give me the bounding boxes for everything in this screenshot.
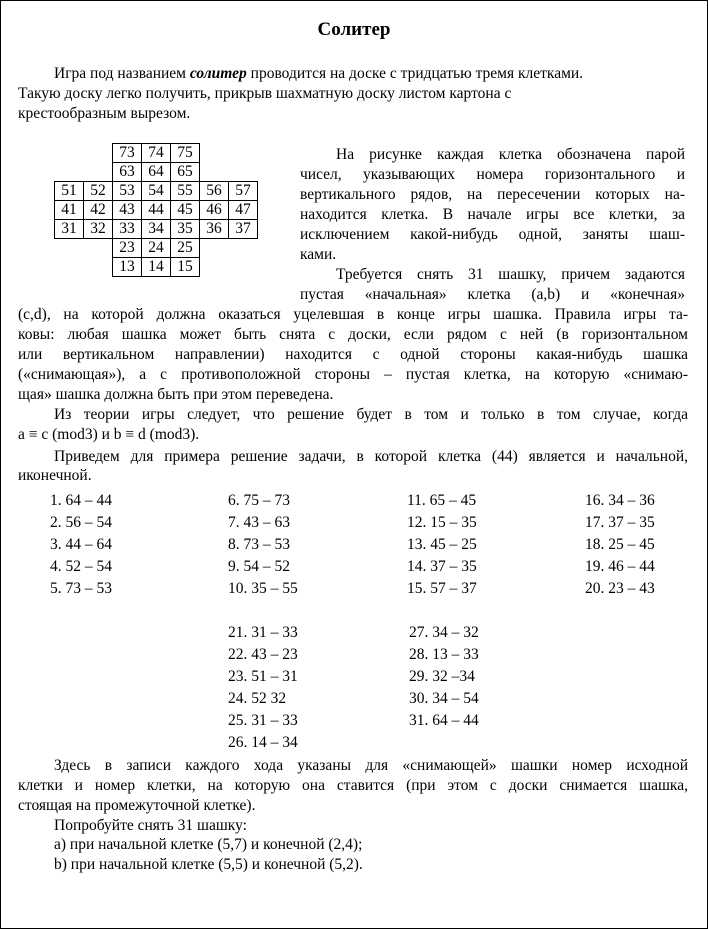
theory-line-2: a ≡ c (mod3) и b ≡ d (mod3).: [18, 426, 200, 443]
board-row: [55, 201, 258, 220]
board-cell: 51: [55, 182, 84, 201]
notes-line-2: клетки и номер клетки, на которую она ставится (при этом с доски снимается шашка,: [18, 777, 688, 794]
moves-column-5: [228, 622, 298, 754]
rules-line: щая» шашка должна быть при этом переведена.: [18, 386, 334, 403]
board-empty: [84, 144, 113, 163]
move-item: 9. 54 – 52: [228, 558, 290, 575]
move-item: 29. 32 –34: [409, 668, 475, 685]
move-item: 1. 64 – 44: [50, 492, 112, 509]
move-item: 25. 31 – 33: [228, 712, 298, 729]
board-cell: 15: [171, 258, 200, 277]
move-item: 7. 43 – 63: [228, 514, 290, 531]
board-cell: 23: [113, 239, 142, 258]
intro-text-end: проводится на доске с тридцатью тремя клетками.: [246, 65, 584, 82]
board-row: [55, 182, 258, 201]
board-cell: 25: [171, 239, 200, 258]
board-cell: 36: [200, 220, 229, 239]
move-item: 15. 57 – 37: [407, 580, 477, 597]
move-item: 12. 15 – 35: [407, 514, 477, 531]
move-item: 3. 44 – 64: [50, 536, 112, 553]
board-cell: 73: [113, 144, 142, 163]
solitaire-board: [54, 143, 258, 277]
right-text-line: вертикального рядов, на пересечении которых на-: [300, 186, 685, 203]
right-text-line: находится клетка. В начале игры все клетки, за: [300, 206, 685, 223]
notes-line-3: стоящая на промежуточной клетке).: [18, 797, 256, 814]
board-cell: 46: [200, 201, 229, 220]
move-item: 18. 25 – 45: [585, 536, 655, 553]
example-line-2: иконечной.: [18, 467, 92, 484]
board-cell: 14: [142, 258, 171, 277]
board-empty: [55, 144, 84, 163]
move-item: 14. 37 – 35: [407, 558, 477, 575]
rules-line: ковы: любая шашка может быть снята с доски, если рядом с ней (в горизонтальном: [18, 326, 688, 343]
board-row: [55, 163, 258, 182]
board-cell: 57: [229, 182, 258, 201]
theory-line-1: Из теории игры следует, что решение будет в том и только в том случае, когда: [54, 406, 688, 423]
board-row: [55, 258, 258, 277]
board-cell: 47: [229, 201, 258, 220]
move-item: 17. 37 – 35: [585, 514, 655, 531]
notes-line-1: Здесь в записи каждого хода указаны для «снимающей» шашки номер исходной: [54, 757, 688, 774]
board-cell: 24: [142, 239, 171, 258]
task-a: а) при начальной клетке (5,7) и конечной (2,4);: [54, 836, 363, 853]
move-item: 4. 52 – 54: [50, 558, 112, 575]
board-cell: 33: [113, 220, 142, 239]
board-empty: [55, 239, 84, 258]
move-item: 8. 73 – 53: [228, 536, 290, 553]
move-item: 13. 45 – 25: [407, 536, 477, 553]
board-empty: [200, 258, 229, 277]
board-empty: [84, 258, 113, 277]
board-cell: 64: [142, 163, 171, 182]
right-text-line: На рисунке каждая клетка обозначена парой: [336, 146, 685, 163]
board-cell: 65: [171, 163, 200, 182]
rules-line: (c,d), на которой должна оказаться уцелевшая в конце игры шашка. Правила игры та-: [18, 306, 688, 323]
intro-term: солитер: [189, 65, 247, 82]
board-empty: [84, 239, 113, 258]
move-item: 23. 51 – 31: [228, 668, 298, 685]
board-empty: [229, 144, 258, 163]
board-cell: 45: [171, 201, 200, 220]
move-item: 2. 56 – 54: [50, 514, 112, 531]
board-row: [55, 144, 258, 163]
board-cell: 53: [113, 182, 142, 201]
board-empty: [229, 163, 258, 182]
intro-line-2: Такую доску легко получить, прикрыв шахматную доску листом картона с: [18, 85, 512, 102]
board-cell: 54: [142, 182, 171, 201]
intro-line-1: [54, 64, 694, 84]
move-item: 27. 34 – 32: [409, 624, 479, 641]
board-cell: 43: [113, 201, 142, 220]
moves-column-3: [407, 490, 477, 600]
board-empty: [200, 163, 229, 182]
moves-column-6: [409, 622, 479, 732]
move-item: 24. 52 32: [228, 690, 287, 707]
board-empty: [200, 239, 229, 258]
move-item: 5. 73 – 53: [50, 580, 112, 597]
board-cell: 34: [142, 220, 171, 239]
move-item: 6. 75 – 73: [228, 492, 290, 509]
move-item: 21. 31 – 33: [228, 624, 298, 641]
board-empty: [55, 163, 84, 182]
right-text-line: ками.: [300, 246, 337, 263]
rules-line: или вертикальном направлении) находится с одной стороны какая-нибудь шашка: [18, 346, 688, 363]
board-empty: [200, 144, 229, 163]
board-empty: [229, 239, 258, 258]
board-cell: 75: [171, 144, 200, 163]
board-cell: 63: [113, 163, 142, 182]
board-cell: 42: [84, 201, 113, 220]
move-item: 11. 65 – 45: [407, 492, 477, 509]
move-item: 20. 23 – 43: [585, 580, 655, 597]
board-cell: 41: [55, 201, 84, 220]
board-cell: 13: [113, 258, 142, 277]
board-cell: 52: [84, 182, 113, 201]
move-item: 30. 34 – 54: [409, 690, 479, 707]
right-text-line: чисел, указывающих номера горизонтального и: [300, 166, 685, 183]
move-item: 26. 14 – 34: [228, 734, 298, 751]
move-item: 10. 35 – 55: [228, 580, 298, 597]
right-text-line: исключением какой-нибудь одной, заняты шаш-: [300, 226, 685, 243]
board-cell: 55: [171, 182, 200, 201]
board-cell: 44: [142, 201, 171, 220]
task-b: b) при начальной клетке (5,5) и конечной (5,2).: [54, 856, 363, 873]
moves-column-2: [228, 490, 298, 600]
intro-line-3: крестообразным вырезом.: [18, 105, 191, 122]
board-cell: 32: [84, 220, 113, 239]
moves-column-1: [50, 490, 112, 600]
try-line: Попробуйте снять 31 шашку:: [54, 817, 247, 834]
board-empty: [55, 258, 84, 277]
board-empty: [84, 163, 113, 182]
board-cell: 74: [142, 144, 171, 163]
move-item: 16. 34 – 36: [585, 492, 655, 509]
moves-column-4: [585, 490, 655, 600]
move-item: 22. 43 – 23: [228, 646, 298, 663]
rules-line: («снимающая»), а с противоположной стороны – пустая клетка, на которую «снимаю-: [18, 366, 688, 383]
board-row: [55, 239, 258, 258]
move-item: 19. 46 – 44: [585, 558, 655, 575]
board-cell: 37: [229, 220, 258, 239]
move-item: 28. 13 – 33: [409, 646, 479, 663]
board-cell: 56: [200, 182, 229, 201]
board-row: [55, 220, 258, 239]
example-line-1: Приведем для примера решение задачи, в которой клетка (44) является и начальной,: [54, 448, 688, 465]
page-title: Солитер: [317, 19, 391, 40]
board-empty: [229, 258, 258, 277]
intro-text: Игра под названием: [54, 65, 190, 82]
right-text-line: пустая «начальная» клетка (a,b) и «конечная»: [300, 286, 685, 303]
board-cell: 35: [171, 220, 200, 239]
board-cell: 31: [55, 220, 84, 239]
move-item: 31. 64 – 44: [409, 712, 479, 729]
right-text-line: Требуется снять 31 шашку, причем задаются: [336, 266, 685, 283]
